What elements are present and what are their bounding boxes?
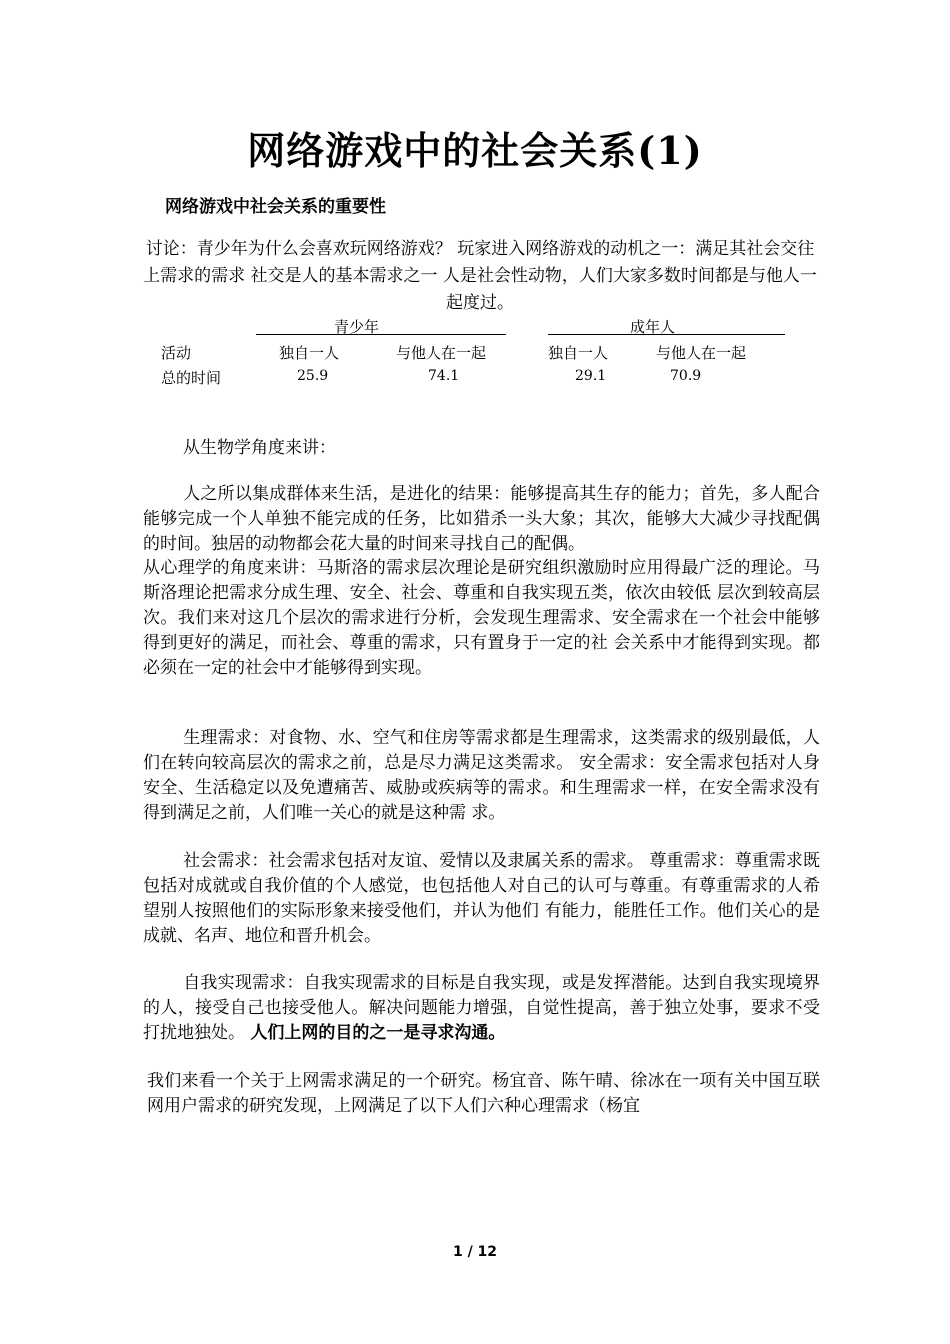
paragraph-self-emphasis: 人们上网的目的之一是寻求沟通。 bbox=[250, 1023, 506, 1043]
page-title: 网络游戏中的社会关系(1) bbox=[247, 128, 703, 173]
intro-paragraph: 讨论：青少年为什么会喜欢玩网络游戏？ 玩家进入网络游戏的动机之一：满足其社会交往上需求的需求 社交是人的基本需求之一 人是社会性动物，人们大家多数时间都是与他人一起度过。 bbox=[143, 239, 817, 313]
paragraph-social bbox=[143, 849, 820, 949]
paragraph-biology bbox=[143, 482, 820, 557]
paragraph-biology-text: 人之所以集成群体来生活，是进化的结果：能够提高其生存的能力；首先，多人配合能够完成一个人单独不能完成的任务，比如猎杀一头大象；其次，能够大大减少寻找配偶的时间。独居的动物都会花大量的时间来寻找自己的配偶。 bbox=[143, 484, 820, 554]
paragraph-physiological bbox=[143, 726, 820, 826]
table-cell-adult-alone: 29.1 bbox=[575, 368, 607, 384]
section-heading: 网络游戏中社会关系的重要性 bbox=[165, 197, 386, 217]
paragraph-physiological-text: 生理需求：对食物、水、空气和住房等需求都是生理需求，这类需求的级别最低，人们在转向较高层次的需求之前，总是尽力满足这类需求。 安全需求：安全需求包括对人身安全、生活稳定以及免遭痛苦、威胁或疾病等的需求。和生理需求一样，在安全需求没有得到满足之前，人们唯一关心的就是这种需 求。 bbox=[143, 728, 820, 823]
paragraph-research bbox=[147, 1069, 820, 1119]
table-col-adult-alone: 独自一人 bbox=[548, 344, 609, 362]
table-group-adult: 成年人 bbox=[630, 318, 676, 336]
table-row-label: 总的时间 bbox=[161, 369, 222, 387]
paragraph-psychology-text: 从心理学的角度来讲：马斯洛的需求层次理论是研究组织激励时应用得最广泛的理论。马斯洛理论把需求分成生理、安全、社会、尊重和自我实现五类，依次由较低 层次到较高层次。我们来对这几个层次的需求进行分析，会发现生理需求、安全需求在一个社会中能够得到更好的满足，而社会、尊重的需求，只有置身于一定的社 会关系中才能得到实现。都必须在一定的社会中才能够得到实现。 bbox=[143, 558, 820, 678]
table-col-youth-alone: 独自一人 bbox=[279, 344, 340, 362]
paragraph-social-text: 社会需求：社会需求包括对友谊、爱情以及隶属关系的需求。 尊重需求：尊重需求既包括对成就或自我价值的个人感觉，也包括他人对自己的认可与尊重。有尊重需求的人希望别人按照他们的实际形象来接受他们，并认为他们 有能力，能胜任工作。他们关心的是成就、名声、地位和晋升机会。 bbox=[143, 851, 820, 946]
biology-heading: 从生物学角度来讲： bbox=[183, 438, 336, 458]
paragraph-research-text: 我们来看一个关于上网需求满足的一个研究。杨宜音、陈午晴、徐冰在一项有关中国互联网用户需求的研究发现，上网满足了以下人们六种心理需求（杨宜 bbox=[147, 1071, 820, 1116]
paragraph-psychology bbox=[143, 556, 820, 681]
table-rule-adult bbox=[548, 334, 785, 335]
paragraph-self-text: 自我实现需求：自我实现需求的目标是自我实现，或是发挥潜能。达到自我实现境界的人，接受自己也接受他人。解决问题能力增强，自觉性提高，善于独立处事，要求不受打扰地独处。 bbox=[143, 973, 820, 1043]
table-rule-youth bbox=[256, 334, 506, 335]
page-number: 1 / 12 bbox=[452, 1244, 498, 1260]
table-cell-youth-alone: 25.9 bbox=[297, 368, 329, 384]
table-col-adult-others: 与他人在一起 bbox=[656, 344, 747, 362]
table-cell-youth-others: 74.1 bbox=[428, 368, 460, 384]
table-col-youth-others: 与他人在一起 bbox=[396, 344, 487, 362]
paragraph-self-actualization bbox=[143, 971, 820, 1046]
table-row-header: 活动 bbox=[161, 344, 192, 362]
table-cell-adult-others: 70.9 bbox=[670, 368, 702, 384]
table-group-youth: 青少年 bbox=[334, 318, 380, 336]
